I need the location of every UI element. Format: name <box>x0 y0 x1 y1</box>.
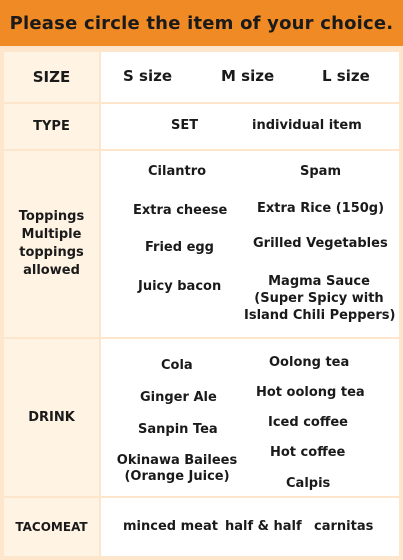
drink-oolong-tea[interactable]: Oolong tea <box>269 355 350 370</box>
topping-cilantro[interactable]: Cilantro <box>148 164 207 179</box>
page-title: Please circle the item of your choice. <box>9 12 394 34</box>
order-sheet <box>0 46 403 560</box>
size-label: SIZE <box>32 68 71 86</box>
type-label: TYPE <box>33 119 70 134</box>
type-option-set[interactable]: SET <box>171 118 199 133</box>
type-label-cell <box>4 104 99 149</box>
magma-line3: Island Chili Peppers) <box>244 308 396 323</box>
topping-spam[interactable]: Spam <box>300 164 341 179</box>
size-option-s[interactable]: S size <box>123 67 172 85</box>
drink-ginger-ale[interactable]: Ginger Ale <box>140 390 217 405</box>
page-header <box>0 0 403 46</box>
size-options-cell <box>101 52 399 102</box>
drink-hot-coffee[interactable]: Hot coffee <box>270 445 346 460</box>
size-option-l[interactable]: L size <box>322 67 370 85</box>
topping-grilled-vegetables[interactable]: Grilled Vegetables <box>253 236 388 251</box>
okinawa-line1: Okinawa Bailees <box>116 453 238 468</box>
topping-magma-sauce[interactable] <box>244 273 394 324</box>
drink-okinawa-bailees[interactable] <box>114 453 240 485</box>
size-option-m[interactable]: M size <box>221 67 275 85</box>
magma-line1: Magma Sauce <box>268 274 370 289</box>
drink-hot-oolong-tea[interactable]: Hot oolong tea <box>256 385 365 400</box>
drink-iced-coffee[interactable]: Iced coffee <box>268 415 348 430</box>
drink-label-cell <box>4 339 99 496</box>
topping-fried-egg[interactable]: Fried egg <box>145 240 214 255</box>
drink-sanpin-tea[interactable]: Sanpin Tea <box>138 422 218 437</box>
drink-options-cell <box>101 339 399 496</box>
toppings-label-line1: Toppings <box>18 209 85 224</box>
toppings-label-line4: allowed <box>23 263 80 278</box>
tacomeat-half-and-half[interactable]: half & half <box>225 519 302 534</box>
drink-calpis[interactable]: Calpis <box>286 476 331 491</box>
tacomeat-minced-meat[interactable]: minced meat <box>123 519 218 534</box>
topping-extra-cheese[interactable]: Extra cheese <box>133 203 228 218</box>
tacomeat-label-cell <box>4 498 99 556</box>
tacomeat-label: TACOMEAT <box>15 520 88 534</box>
toppings-label-cell <box>4 151 99 337</box>
toppings-options-cell <box>101 151 399 337</box>
okinawa-line2: (Orange Juice) <box>124 469 230 484</box>
toppings-label-line3: toppings <box>19 245 84 260</box>
topping-extra-rice[interactable]: Extra Rice (150g) <box>257 201 385 216</box>
drink-label: DRINK <box>28 410 75 425</box>
magma-line2: (Super Spicy with <box>254 291 384 306</box>
toppings-label-line2: Multiple <box>21 227 82 242</box>
tacomeat-options-cell <box>101 498 399 556</box>
tacomeat-carnitas[interactable]: carnitas <box>314 519 374 534</box>
type-option-individual[interactable]: individual item <box>252 118 362 133</box>
size-label-cell <box>4 52 99 102</box>
topping-juicy-bacon[interactable]: Juicy bacon <box>138 279 222 294</box>
drink-cola[interactable]: Cola <box>161 358 193 373</box>
type-options-cell <box>101 104 399 149</box>
